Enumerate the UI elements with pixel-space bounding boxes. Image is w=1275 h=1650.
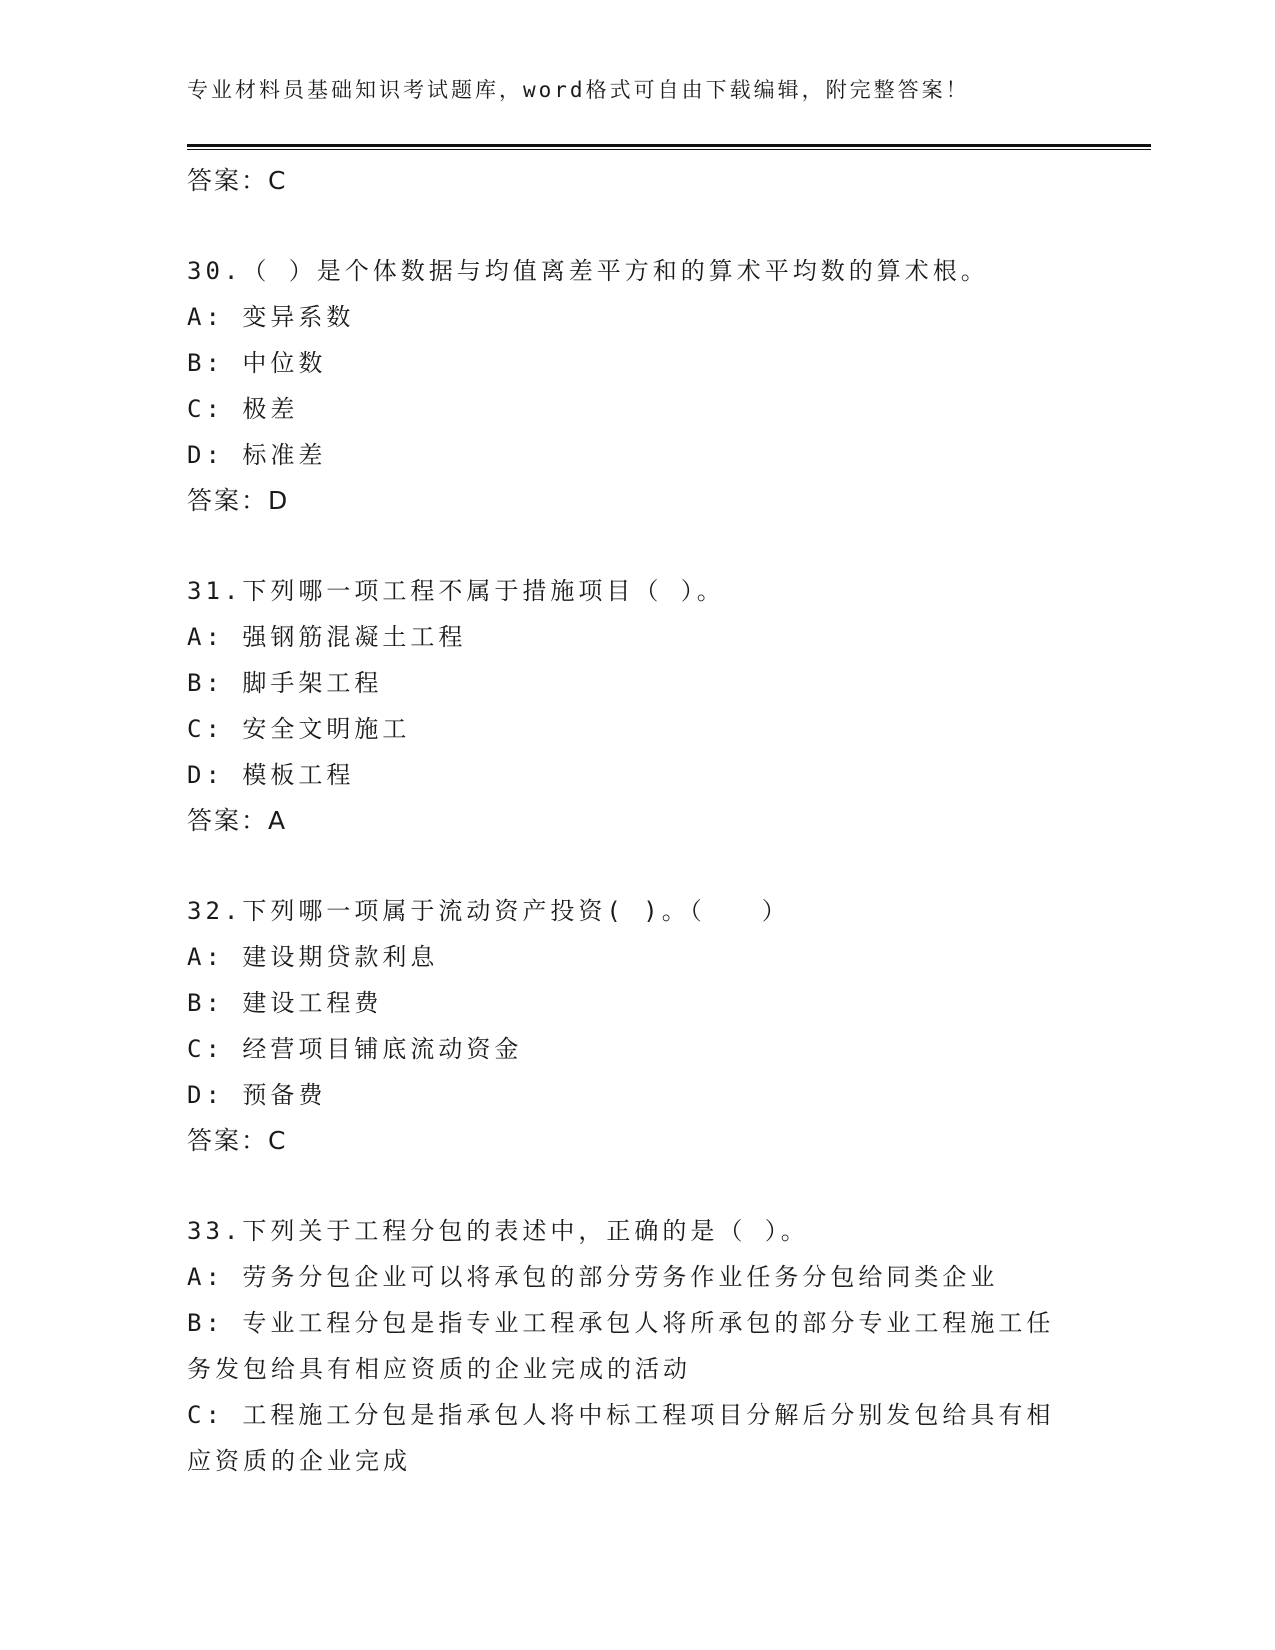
answer-line — [187, 1118, 1087, 1164]
option-d: D: 标准差 — [187, 441, 327, 469]
document-body — [187, 158, 1087, 1484]
header-rule-thick — [187, 144, 1151, 147]
option-c: C: 极差 — [187, 395, 299, 423]
option-b: B: 建设工程费 — [187, 989, 383, 1017]
spacer — [187, 1164, 1087, 1208]
spacer — [187, 844, 1087, 888]
question-30 — [187, 248, 1087, 524]
answer-label: 答案： — [187, 166, 269, 195]
option-b: B: 专业工程分包是指专业工程承包人将所承包的部分专业工程施工任务发包给具有相应资质的企业完成的活动 — [187, 1309, 1055, 1383]
question-stem: 31.下列哪一项工程不属于措施项目（ ）。 — [187, 577, 725, 605]
answer-line — [187, 478, 1087, 524]
answer-label: 答案： — [187, 1126, 269, 1155]
answer-value: D — [268, 486, 289, 515]
answer-label: 答案： — [187, 486, 269, 515]
question-stem: 30.（ ）是个体数据与均值离差平方和的算术平均数的算术根。 — [187, 257, 989, 285]
option-d: D: 模板工程 — [187, 761, 355, 789]
option-a: A: 强钢筋混凝土工程 — [187, 623, 467, 651]
answer-value: C — [268, 166, 287, 195]
spacer — [187, 204, 1087, 248]
option-c: C: 安全文明施工 — [187, 715, 411, 743]
question-33 — [187, 1208, 1087, 1484]
header-rule-thin — [187, 149, 1151, 150]
question-stem: 33.下列关于工程分包的表述中，正确的是（ ）。 — [187, 1217, 809, 1245]
page-header: 专业材料员基础知识考试题库，word格式可自由下载编辑，附完整答案！ — [187, 78, 970, 102]
spacer — [187, 524, 1087, 568]
question-stem: 32.下列哪一项属于流动资产投资( )。（ ） — [187, 897, 790, 925]
option-b: B: 中位数 — [187, 349, 327, 377]
question-31 — [187, 568, 1087, 844]
answer-line — [187, 798, 1087, 844]
option-b: B: 脚手架工程 — [187, 669, 383, 697]
answer-value: A — [268, 806, 287, 835]
option-c: C: 经营项目铺底流动资金 — [187, 1035, 523, 1063]
option-d: D: 预备费 — [187, 1081, 327, 1109]
question-32 — [187, 888, 1087, 1164]
option-a: A: 建设期贷款利息 — [187, 943, 439, 971]
option-c: C: 工程施工分包是指承包人将中标工程项目分解后分别发包给具有相应资质的企业完成 — [187, 1401, 1055, 1475]
answer-label: 答案： — [187, 806, 269, 835]
option-a: A: 劳务分包企业可以将承包的部分劳务作业任务分包给同类企业 — [187, 1263, 999, 1291]
option-a: A: 变异系数 — [187, 303, 355, 331]
answer-line — [187, 158, 1087, 204]
answer-value: C — [268, 1126, 287, 1155]
